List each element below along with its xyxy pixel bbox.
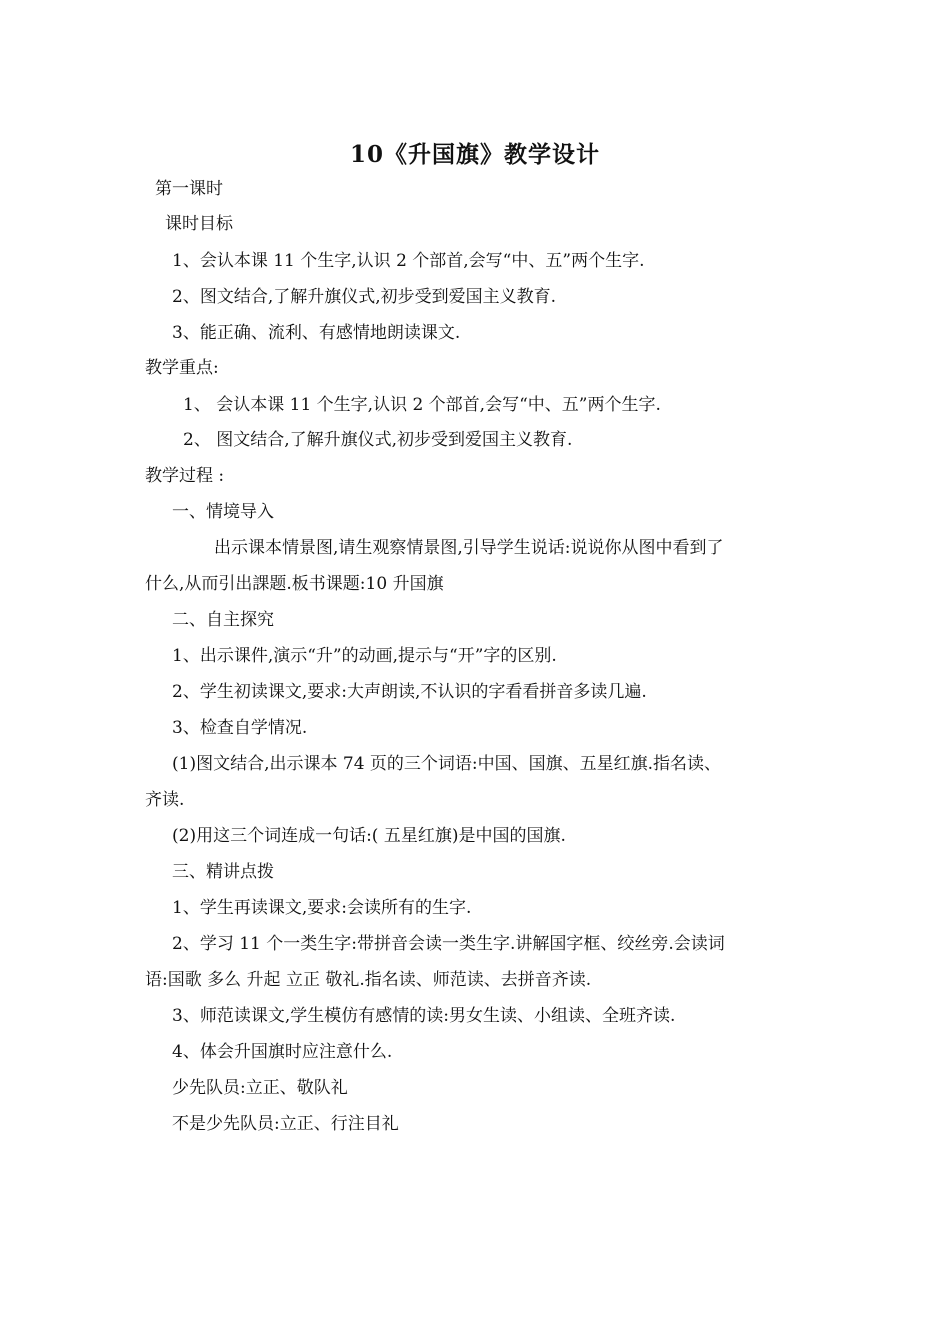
text-line: (1)图文结合,出示课本 74 页的三个词语:中国、国旗、五星红旗.指名读、 (172, 754, 722, 774)
text-line: 教学过程 : (145, 466, 225, 486)
text-line: 出示课本情景图,请生观察情景图,引导学生说话:说说你从图中看到了 (214, 538, 724, 558)
text-line: 第一课时 (155, 179, 223, 199)
text-line: 教学重点: (145, 358, 219, 378)
text-line: 2、 图文结合,了解升旗仪式,初步受到爱国主义教育. (183, 430, 573, 450)
text-line: 二、自主探究 (172, 610, 274, 630)
text-line: 1、学生再读课文,要求:会读所有的生字. (172, 898, 472, 918)
text-line: 1、会认本课 11 个生字,认识 2 个部首,会写“中、五”两个生字. (172, 251, 645, 271)
text-line: 一、情境导入 (172, 502, 274, 522)
text-line: 1、出示课件,演示“升”的动画,提示与“开”字的区别. (172, 646, 557, 666)
text-line: 语:国歌 多么 升起 立正 敬礼.指名读、师范读、去拼音齐读. (145, 970, 592, 990)
text-line: 三、精讲点拨 (172, 862, 274, 882)
text-line: 4、体会升国旗时应注意什么. (172, 1042, 393, 1062)
text-line: 2、学习 11 个一类生字:带拼音会读一类生字.讲解国字框、绞丝旁.会读词 (172, 934, 725, 954)
document-title: 10《升国旗》教学设计 (349, 141, 600, 168)
text-line: 少先队员:立正、敬队礼 (172, 1078, 348, 1098)
text-line: 不是少先队员:立正、行注目礼 (172, 1114, 399, 1134)
text-line: 3、能正确、流利、有感情地朗读课文. (172, 323, 461, 343)
text-line: 3、检查自学情况. (172, 718, 308, 738)
text-line: 1、 会认本课 11 个生字,认识 2 个部首,会写“中、五”两个生字. (183, 395, 661, 415)
text-line: (2)用这三个词连成一句话:( 五星红旗)是中国的国旗. (172, 826, 566, 846)
text-line: 2、图文结合,了解升旗仪式,初步受到爱国主义教育. (172, 287, 557, 307)
text-line: 3、师范读课文,学生模仿有感情的读:男女生读、小组读、全班齐读. (172, 1006, 676, 1026)
text-line: 2、学生初读课文,要求:大声朗读,不认识的字看看拼音多读几遍. (172, 682, 647, 702)
text-line: 什么,从而引出課题.板书课题:10 升国旗 (145, 574, 444, 594)
text-line: 齐读. (145, 790, 185, 810)
text-line: 课时目标 (165, 214, 233, 234)
